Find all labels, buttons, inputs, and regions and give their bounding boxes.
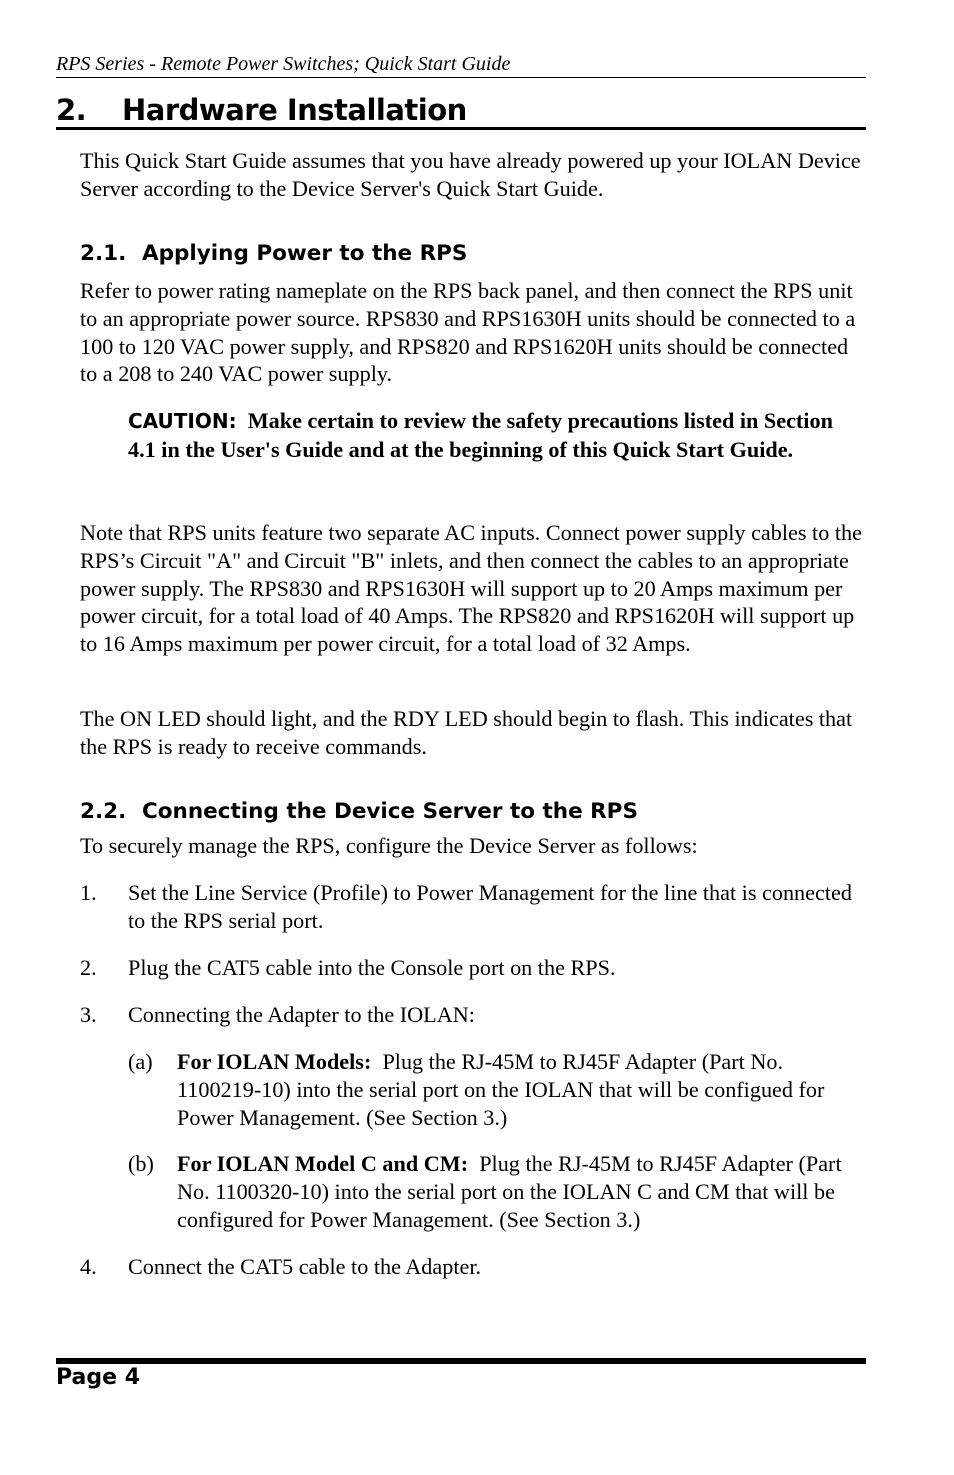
sub-list-item [128, 1048, 858, 1131]
list-item-text: Plug the CAT5 cable into the Console port on the RPS. [128, 955, 616, 980]
list-item-text: Set the Line Service (Profile) to Power Management for the line that is connected to the RPS serial port. [128, 880, 852, 933]
caution-note [128, 407, 848, 464]
caution-label: CAUTION: [128, 409, 237, 433]
section-intro: This Quick Start Guide assumes that you have already powered up your IOLAN Device Server according to the Device Server's Quick Start Guide. [80, 148, 861, 201]
subsection-title: Applying Power to the RPS [142, 241, 468, 266]
section-heading [56, 93, 866, 130]
list-item-text: Connect the CAT5 cable to the Adapter. [128, 1254, 482, 1279]
sub-list-item [128, 1150, 858, 1233]
list-marker: 2. [80, 955, 97, 980]
list-item [80, 879, 870, 935]
sub-list-label: For IOLAN Model C and CM: [177, 1151, 469, 1176]
sub-list-marker: (a) [128, 1049, 153, 1074]
subsection-heading-2-2 [80, 799, 638, 825]
led-paragraph: The ON LED should light, and the RDY LED should begin to flash. This indicates that the RPS is ready to receive commands. [80, 706, 853, 759]
caution-text: Make certain to review the safety precautions listed in Section 4.1 in the User's Guide and at the beginning of this Quick Start Guide. [128, 408, 833, 462]
sub-list-marker: (b) [128, 1151, 154, 1176]
subsection-number: 2.1. [80, 241, 127, 266]
power-rating-paragraph: Refer to power rating nameplate on the RPS back panel, and then connect the RPS unit to an appropriate power source. RPS830 and RPS1630H units should be connected to a 100 to 120 VAC power supply, and RPS820 and RPS1620H units should be connected to a 208 to 240 VAC power supply. [80, 278, 856, 387]
sub-list-text: Plug the RJ-45M to RJ45F Adapter (Part No. 1100219-10) into the serial port on the IOLAN that will be configued for Power Management. (See Section 3.) [177, 1049, 825, 1130]
subsection-title: Connecting the Device Server to the RPS [142, 799, 638, 824]
list-item [80, 1253, 870, 1281]
list-marker: 4. [80, 1254, 97, 1279]
list-item [80, 1001, 870, 1029]
section-title: Hardware Installation [122, 93, 467, 127]
footer-rule [56, 1358, 866, 1364]
list-marker: 3. [80, 1002, 97, 1027]
configure-intro: To securely manage the RPS, configure the Device Server as follows: [80, 833, 698, 858]
list-item-text: Connecting the Adapter to the IOLAN: [128, 1002, 475, 1027]
sub-list-text: Plug the RJ-45M to RJ45F Adapter (Part No. 1100320-10) into the serial port on the IOLAN C and CM that will be configured for Power Management. (See Section 3.) [177, 1151, 842, 1232]
list-item [80, 954, 870, 982]
sub-list-label: For IOLAN Models: [177, 1049, 372, 1074]
subsection-heading-2-1 [80, 241, 467, 267]
subsection-number: 2.2. [80, 799, 127, 824]
page-number: Page 4 [56, 1365, 141, 1390]
list-marker: 1. [80, 880, 97, 905]
ac-inputs-paragraph: Note that RPS units feature two separate AC inputs. Connect power supply cables to the RPS’s Circuit "A" and Circuit "B" inlets, and then connect the cables to an appropriate power supply. The RPS830 and RPS1630H will support up to 20 Amps maximum per power circuit, for a total load of 40 Amps. The RPS820 and RPS1620H will support up to 16 Amps maximum per power circuit, for a total load of 32 Amps. [80, 520, 862, 657]
running-header: RPS Series - Remote Power Switches; Quick Start Guide [56, 51, 866, 78]
section-number: 2. [56, 93, 87, 127]
